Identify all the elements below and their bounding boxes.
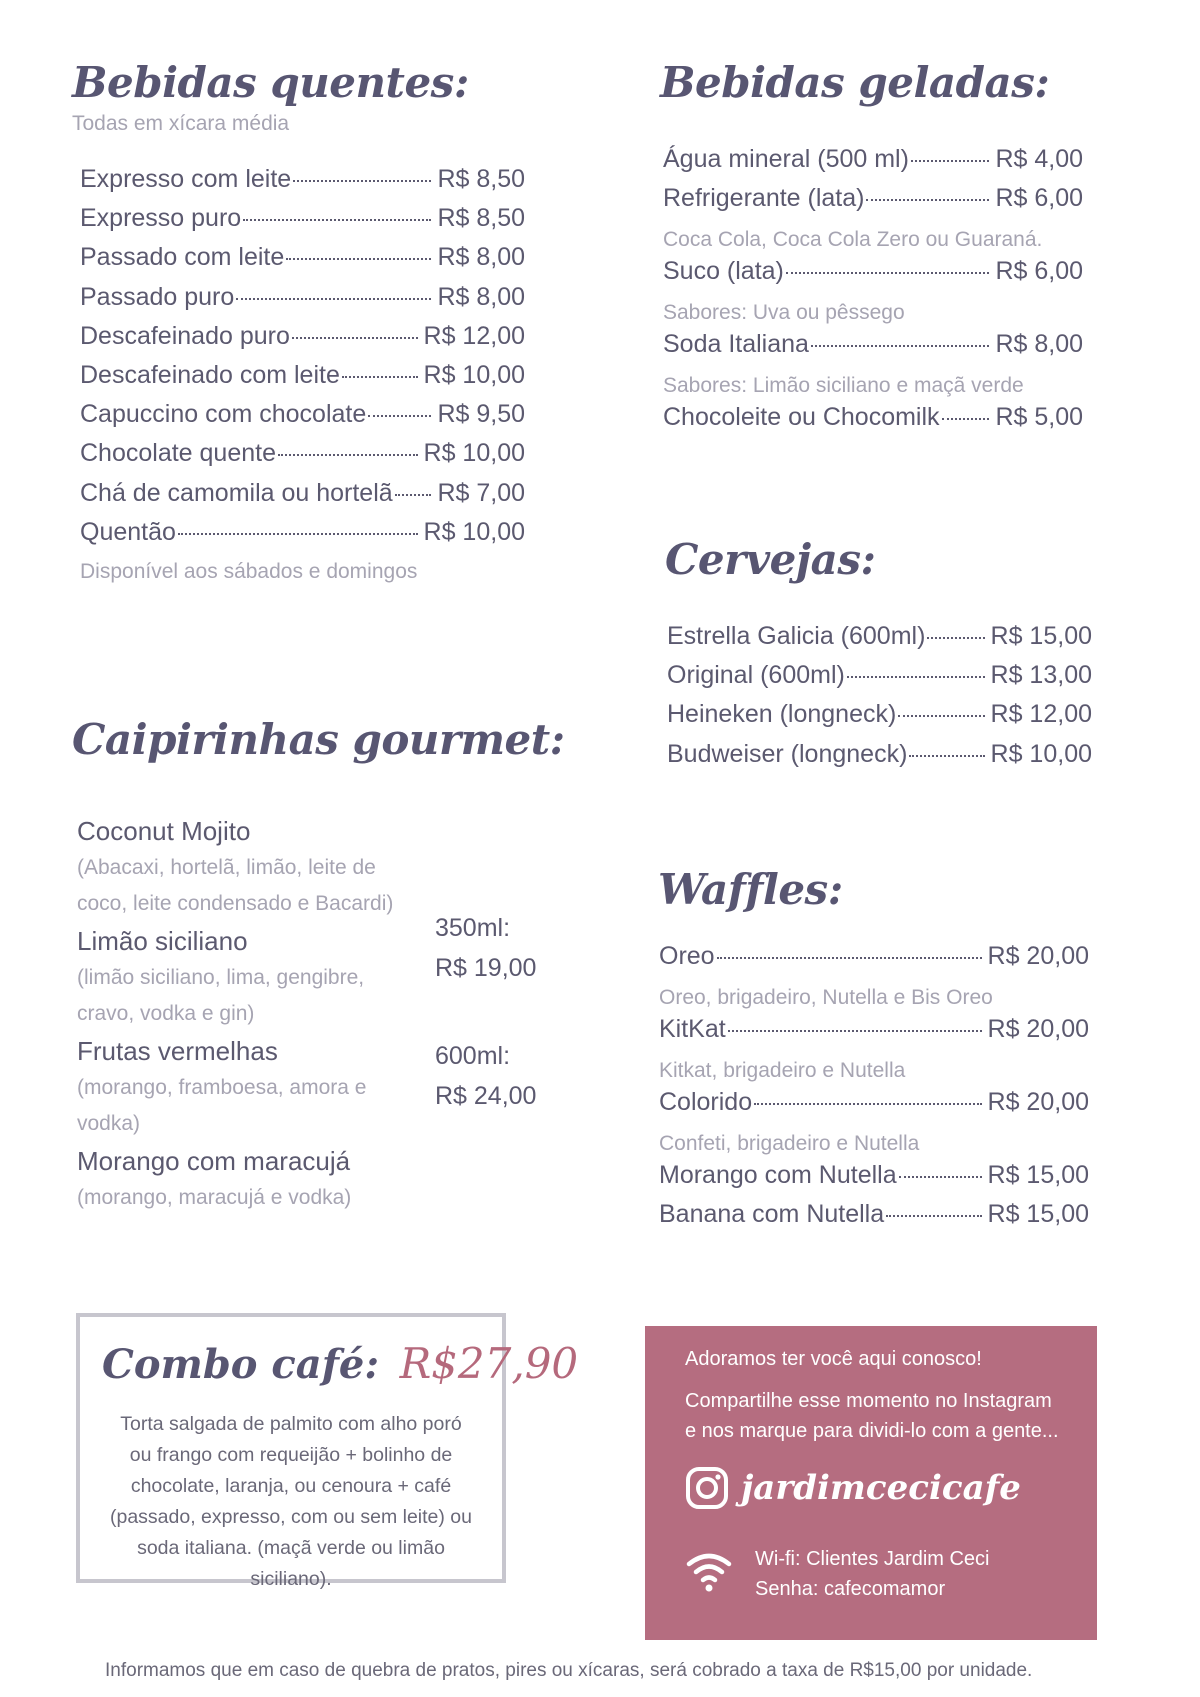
dot-leader xyxy=(911,160,990,162)
size-350-price: R$ 19,00 xyxy=(435,954,537,982)
cold-item-price: R$ 5,00 xyxy=(995,403,1083,431)
beers-item-price: R$ 13,00 xyxy=(990,661,1092,690)
waffles-item-price: R$ 20,00 xyxy=(987,1015,1089,1043)
waffles-item-name: Oreo xyxy=(659,942,715,970)
cold-item xyxy=(663,403,1083,442)
cold-item-name: Suco (lata) xyxy=(663,257,784,285)
hot-item xyxy=(80,361,525,400)
cold-item-name: Chocoleite ou Chocomilk xyxy=(663,403,940,431)
waffles-title: Waffles: xyxy=(658,865,843,914)
beers-item-price: R$ 12,00 xyxy=(990,700,1092,729)
cold-item xyxy=(663,257,1083,296)
hot-item-name: Expresso com leite xyxy=(80,165,292,193)
cold-item xyxy=(663,184,1083,223)
hot-drinks-title: Bebidas quentes: xyxy=(72,58,469,107)
waffles-item xyxy=(659,1161,1089,1200)
beers-item-name: Estrella Galicia (600ml) xyxy=(667,622,926,650)
dot-leader xyxy=(754,1103,981,1105)
dot-leader xyxy=(927,637,984,639)
waffles-item-name: Morango com Nutella xyxy=(659,1161,897,1189)
caipirinhas-list xyxy=(77,812,422,1216)
cold-drinks-title: Bebidas geladas: xyxy=(660,58,1050,107)
caipirinha-name: Limão siciliano xyxy=(77,926,248,956)
waffles-list xyxy=(659,942,1089,1239)
dot-leader xyxy=(909,755,984,757)
hot-drinks-list xyxy=(80,165,525,557)
hot-item-name: Passado com leite xyxy=(80,243,285,272)
dot-leader xyxy=(811,345,989,347)
waffles-item-note: Oreo, brigadeiro, Nutella e Bis Oreo xyxy=(659,986,993,1009)
hot-item xyxy=(80,439,525,478)
caipirinha-description: (morango, maracujá e vodka) xyxy=(77,1186,352,1209)
caipirinhas-title: Caipirinhas gourmet: xyxy=(72,715,565,764)
dot-leader xyxy=(898,715,984,717)
dot-leader xyxy=(786,272,990,274)
hot-item xyxy=(80,243,525,282)
combo-title: Combo café: xyxy=(102,1341,380,1388)
dot-leader xyxy=(728,1030,982,1032)
combo-description: Torta salgada de palmito com alho poró ou frango com requeijão + bolinho de chocolate, laranja, ou cenoura + café (passado, expresso, com ou sem leite) ou soda italiana. (maçã verde ou limão siciliano). xyxy=(109,1413,472,1590)
beers-list xyxy=(667,622,1092,779)
hot-item xyxy=(80,204,525,243)
beers-item xyxy=(667,622,1092,661)
caipirinha-description: (limão siciliano, lima, gengibre, cravo, vodka e gin) xyxy=(77,966,365,1025)
waffles-item xyxy=(659,1088,1089,1127)
instagram-handle-row[interactable] xyxy=(685,1466,1021,1510)
dot-leader xyxy=(286,258,431,260)
hot-item xyxy=(80,518,525,557)
dot-leader xyxy=(243,219,431,221)
cold-item-name: Soda Italiana xyxy=(663,330,809,358)
hot-item xyxy=(80,479,525,518)
hot-item xyxy=(80,322,525,361)
waffles-item-price: R$ 15,00 xyxy=(987,1200,1089,1228)
hot-item-price: R$ 10,00 xyxy=(423,439,525,468)
hot-item-price: R$ 9,50 xyxy=(437,400,525,429)
cold-item-name: Refrigerante (lata) xyxy=(663,184,865,212)
beers-item-price: R$ 15,00 xyxy=(990,622,1092,650)
dot-leader xyxy=(847,676,985,678)
caipirinha-description: (Abacaxi, hortelã, limão, leite de coco, leite condensado e Bacardi) xyxy=(77,856,394,915)
dot-leader xyxy=(293,180,431,182)
hot-item-price: R$ 12,00 xyxy=(423,321,525,350)
waffles-item-name: Colorido xyxy=(659,1088,753,1116)
wifi-password: Senha: cafecomamor xyxy=(755,1578,946,1600)
instagram-promo-box xyxy=(645,1326,1097,1640)
hot-item-price: R$ 10,00 xyxy=(423,517,525,546)
instagram-icon xyxy=(685,1466,729,1510)
hot-item-name: Descafeinado com leite xyxy=(80,360,340,389)
dot-leader xyxy=(899,1176,982,1178)
hot-item-name: Capuccino com chocolate xyxy=(80,400,367,429)
combo-box xyxy=(76,1313,579,1590)
beers-item-price: R$ 10,00 xyxy=(990,739,1092,768)
waffles-item-price: R$ 15,00 xyxy=(987,1161,1089,1189)
dot-leader xyxy=(178,533,418,535)
hot-item-price: R$ 8,00 xyxy=(437,282,525,311)
hot-item-name: Expresso puro xyxy=(80,204,242,233)
hot-item xyxy=(80,400,525,439)
cold-item-price: R$ 6,00 xyxy=(995,184,1083,212)
waffles-item-price: R$ 20,00 xyxy=(987,1088,1089,1116)
beers-item-name: Original (600ml) xyxy=(667,661,845,690)
hot-item-price: R$ 8,50 xyxy=(437,204,525,233)
caipirinha-name: Coconut Mojito xyxy=(77,816,251,846)
hot-drinks-note: Disponível aos sábados e domingos xyxy=(80,560,418,583)
caipirinha-size-600 xyxy=(435,1036,536,1116)
cold-item xyxy=(663,330,1083,369)
beers-item xyxy=(667,661,1092,700)
beers-title: Cervejas: xyxy=(665,535,876,584)
waffles-item xyxy=(659,1015,1089,1054)
combo-price: R$27,90 xyxy=(399,1339,579,1388)
cold-item-price: R$ 8,00 xyxy=(995,330,1083,358)
waffles-item-note: Kitkat, brigadeiro e Nutella xyxy=(659,1059,906,1082)
hot-item-name: Chá de camomila ou hortelã xyxy=(80,478,393,507)
waffles-item xyxy=(659,1200,1089,1239)
hot-item-price: R$ 8,50 xyxy=(437,165,525,193)
hot-item xyxy=(80,283,525,322)
cold-item-price: R$ 4,00 xyxy=(995,145,1083,173)
dot-leader xyxy=(866,199,989,201)
beers-item xyxy=(667,700,1092,739)
hot-item-price: R$ 10,00 xyxy=(423,360,525,389)
dot-leader xyxy=(886,1215,981,1217)
dot-leader xyxy=(368,415,431,417)
dot-leader xyxy=(278,454,418,456)
hot-item-price: R$ 8,00 xyxy=(437,243,525,272)
hot-item-name: Chocolate quente xyxy=(80,439,276,468)
caipirinha-size-350 xyxy=(435,908,536,988)
dot-leader xyxy=(342,376,418,378)
waffles-item-note: Confeti, brigadeiro e Nutella xyxy=(659,1132,920,1155)
caipirinha-description: (morango, framboesa, amora e vodka) xyxy=(77,1076,367,1135)
hot-item-name: Passado puro xyxy=(80,282,235,311)
dot-leader xyxy=(395,494,432,496)
dot-leader xyxy=(236,298,431,300)
cold-item-price: R$ 6,00 xyxy=(995,257,1083,285)
waffles-item-price: R$ 20,00 xyxy=(987,942,1089,970)
caipirinha-name: Morango com maracujá xyxy=(77,1146,351,1176)
beers-item-name: Heineken (longneck) xyxy=(667,700,897,729)
dot-leader xyxy=(717,957,982,959)
beers-item-name: Budweiser (longneck) xyxy=(667,739,908,768)
cold-item-note: Sabores: Uva ou pêssego xyxy=(663,301,905,324)
combo-header xyxy=(102,1339,578,1388)
instagram-handle[interactable]: jardimcecicafe xyxy=(741,1468,1021,1508)
footer-notice: Informamos que em caso de quebra de pratos, pires ou xícaras, será cobrado a taxa de R$15,00 por unidade. xyxy=(105,1660,1033,1681)
waffles-item xyxy=(659,942,1089,981)
waffles-item-name: Banana com Nutella xyxy=(659,1200,885,1228)
size-350-label: 350ml: xyxy=(435,914,511,942)
dot-leader xyxy=(292,337,418,339)
cold-drinks-list xyxy=(663,145,1083,442)
hot-item-price: R$ 7,00 xyxy=(437,478,525,507)
wifi-icon xyxy=(685,1548,733,1599)
promo-line-2: Compartilhe esse momento no Instagram e nos marque para dividi-lo com a gente... xyxy=(685,1390,1059,1442)
cold-item-name: Água mineral (500 ml) xyxy=(663,145,909,173)
cold-item xyxy=(663,145,1083,184)
wifi-network: Wi-fi: Clientes Jardim Ceci xyxy=(755,1548,990,1570)
caipirinha-name: Frutas vermelhas xyxy=(77,1036,278,1066)
hot-item-name: Quentão xyxy=(80,517,176,546)
size-600-price: R$ 24,00 xyxy=(435,1082,537,1110)
hot-item xyxy=(80,165,525,204)
waffles-item-name: KitKat xyxy=(659,1015,726,1043)
beers-item xyxy=(667,740,1092,779)
hot-drinks-subtitle: Todas em xícara média xyxy=(72,112,290,135)
cold-item-note: Sabores: Limão siciliano e maçã verde xyxy=(663,374,1024,397)
dot-leader xyxy=(942,418,990,420)
cold-item-note: Coca Cola, Coca Cola Zero ou Guaraná. xyxy=(663,228,1043,251)
hot-item-name: Descafeinado puro xyxy=(80,321,290,350)
size-600-label: 600ml: xyxy=(435,1042,511,1070)
promo-line-1: Adoramos ter você aqui conosco! xyxy=(685,1348,982,1370)
